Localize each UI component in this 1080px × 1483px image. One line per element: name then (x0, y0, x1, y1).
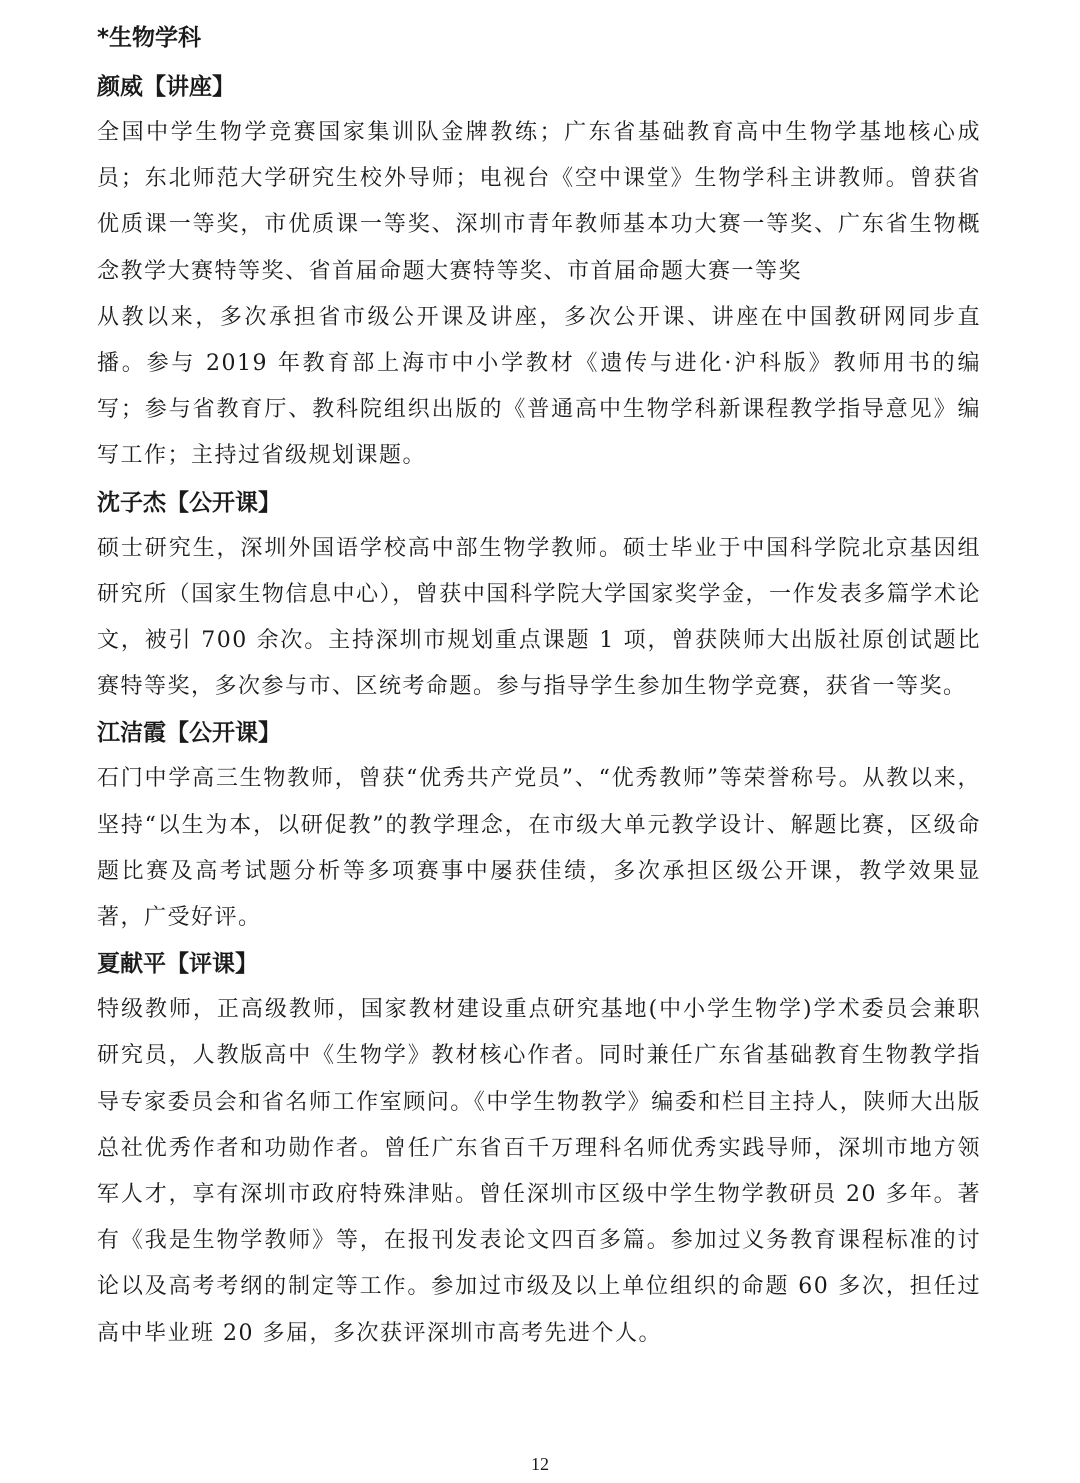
teacher-role: 【公开课】 (166, 489, 281, 516)
teacher-role: 【评课】 (166, 951, 258, 978)
teacher-heading (97, 64, 981, 110)
teacher-block-shen-zijie (97, 480, 981, 711)
teacher-bio-paragraph: 从教以来，多次承担省市级公开课及讲座，多次公开课、讲座在中国教研网同步直播。参与 2019 年教育部上海市中小学教材《遗传与进化·沪科版》教师用书的编写；参与省教育厅、教科院组织出版的《普通高中生物学科新课程教学指导意见》编写工作；主持过省级规划课题。 (97, 304, 981, 469)
teacher-bio-paragraph: 硕士研究生，深圳外国语学校高中部生物学教师。硕士毕业于中国科学院北京基因组研究所（国家生物信息中心），曾获中国科学院大学国家奖学金，一作发表多篇学术论文，被引 700 余次。主持深圳市规划重点课题 1 项，曾获陕师大出版社原创试题比赛特等奖，多次参与市、区统考命题。参与指导学生参加生物学竞赛，获省一等奖。 (97, 535, 981, 700)
teacher-name: 颜威 (97, 74, 143, 100)
teacher-heading (97, 480, 981, 526)
teacher-block-yan-wei (97, 64, 981, 480)
teacher-heading (97, 710, 981, 756)
teacher-bio-paragraph: 石门中学高三生物教师，曾获“优秀共产党员”、“优秀教师”等荣誉称号。从教以来，坚持“以生为本，以研促教”的教学理念，在市级大单元教学设计、解题比赛，区级命题比赛及高考试题分析等多项赛事中屡获佳绩，多次承担区级公开课，教学效果显著，广受好评。 (97, 766, 981, 931)
teacher-bio-paragraph: 全国中学生物学竞赛国家集训队金牌教练；广东省基础教育高中生物学基地核心成员；东北师范大学研究生校外导师；电视台《空中课堂》生物学科主讲教师。曾获省优质课一等奖，市优质课一等奖、深圳市青年教师基本功大赛一等奖、广东省生物概念教学大赛特等奖、省首届命题大赛特等奖、市首届命题大赛一等奖 (97, 120, 981, 284)
teacher-block-xia-xianping (97, 941, 981, 1357)
teacher-heading (97, 941, 981, 987)
page-number: 12 (531, 1454, 549, 1474)
document-page (97, 18, 981, 1357)
teacher-bio-paragraph: 特级教师，正高级教师，国家教材建设重点研究基地(中小学生物学)学术委员会兼职研究员，人教版高中《生物学》教材核心作者。同时兼任广东省基础教育生物教学指导专家委员会和省名师工作室顾问。《中学生物教学》编委和栏目主持人，陕师大出版总社优秀作者和功勋作者。曾任广东省百千万理科名师优秀实践导师，深圳市地方领军人才，享有深圳市政府特殊津贴。曾任深圳市区级中学生物学教研员 20 多年。著有《我是生物学教师》等，在报刊发表论文四百多篇。参加过义务教育课程标准的讨论以及高考考纲的制定等工作。参加过市级及以上单位组织的命题 60 多次，担任过高中毕业班 20 多届，多次获评深圳市高考先进个人。 (97, 997, 981, 1346)
section-title: *生物学科 (97, 25, 202, 51)
teacher-name: 沈子杰 (97, 489, 166, 516)
teacher-role: 【公开课】 (166, 720, 281, 747)
teacher-name: 江洁霞 (97, 720, 166, 747)
teacher-block-jiang-jiexia (97, 710, 981, 941)
teacher-role: 【讲座】 (143, 74, 235, 100)
teacher-name: 夏献平 (97, 951, 166, 978)
